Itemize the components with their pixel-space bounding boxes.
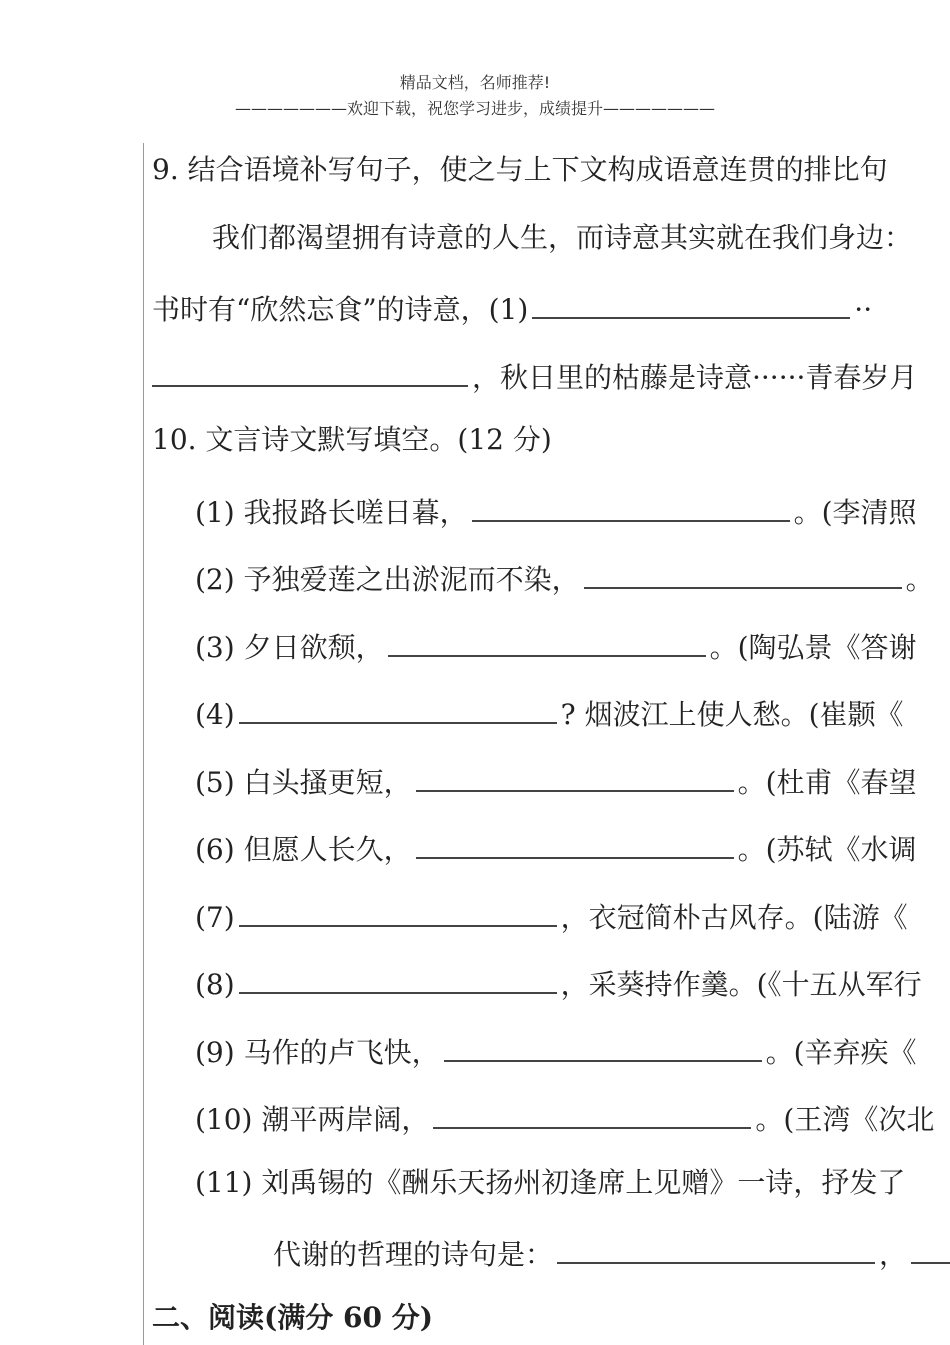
q10-item-10: (10) 潮平两岸阔， 。(王湾《次北 — [195, 1097, 934, 1138]
q10-blank-3[interactable] — [388, 625, 706, 657]
q10-item-1: (1) 我报路长嗟日暮， 。(李清照 — [195, 490, 917, 531]
q10-title: 10. 文言诗文默写填空。(12 分) — [152, 423, 552, 456]
q10-item-5: (5) 白头搔更短， 。(杜甫《春望 — [195, 760, 917, 801]
q10-item-11: (11) 刘禹锡的《酬乐天扬州初逢席上见赠》一诗，抒发了 — [195, 1166, 906, 1199]
q10-item-8: (8) ，采葵持作羹。(《十五从军行 — [195, 962, 922, 1003]
q10-blank-11b[interactable] — [911, 1232, 950, 1264]
section-2-title: 二、阅读(满分 60 分) — [152, 1301, 433, 1334]
q9-blank-1[interactable] — [532, 287, 850, 319]
q10-blank-10[interactable] — [433, 1097, 751, 1129]
header-line-1: 精品文档，名师推荐! — [399, 73, 551, 92]
q10-blank-8[interactable] — [239, 962, 557, 994]
q10-blank-7[interactable] — [239, 895, 557, 927]
q10-item-7: (7) ，衣冠简朴古风存。(陆游《 — [195, 895, 908, 936]
q10-blank-6[interactable] — [416, 827, 734, 859]
q10-item-11-line-2: 代谢的哲理的诗句是： ， — [273, 1232, 950, 1273]
q9-blank-2[interactable] — [152, 355, 468, 387]
q10-item-3: (3) 夕日欲颓， 。(陶弘景《答谢 — [195, 625, 917, 666]
page-left-border — [143, 143, 144, 1345]
q9-line-1: 我们都渴望拥有诗意的人生，而诗意其实就在我们身边： — [212, 221, 913, 254]
q10-blank-11a[interactable] — [557, 1232, 875, 1264]
q10-blank-1[interactable] — [472, 490, 790, 522]
header-line-2: ———————欢迎下载，祝您学习进步，成绩提升——————— — [234, 99, 715, 118]
q10-item-4: (4) ? 烟波江上使人愁。(崔颢《 — [195, 692, 904, 733]
q10-blank-5[interactable] — [416, 760, 734, 792]
q10-item-9: (9) 马作的卢飞快， 。(辛弃疾《 — [195, 1030, 917, 1071]
q9-line-3: ，秋日里的枯藤是诗意······青春岁月 — [152, 355, 917, 396]
q9-title: 9. 结合语境补写句子，使之与上下文构成语意连贯的排比句 — [152, 153, 888, 186]
q9-line-2: 书时有“欣然忘食”的诗意，(1) ·· — [152, 287, 872, 328]
q10-item-6: (6) 但愿人长久， 。(苏轼《水调 — [195, 827, 917, 868]
q10-blank-4[interactable] — [239, 692, 557, 724]
q10-blank-2[interactable] — [584, 557, 902, 589]
q10-blank-9[interactable] — [444, 1030, 762, 1062]
q10-item-2: (2) 予独爱莲之出淤泥而不染， 。 — [195, 557, 934, 598]
